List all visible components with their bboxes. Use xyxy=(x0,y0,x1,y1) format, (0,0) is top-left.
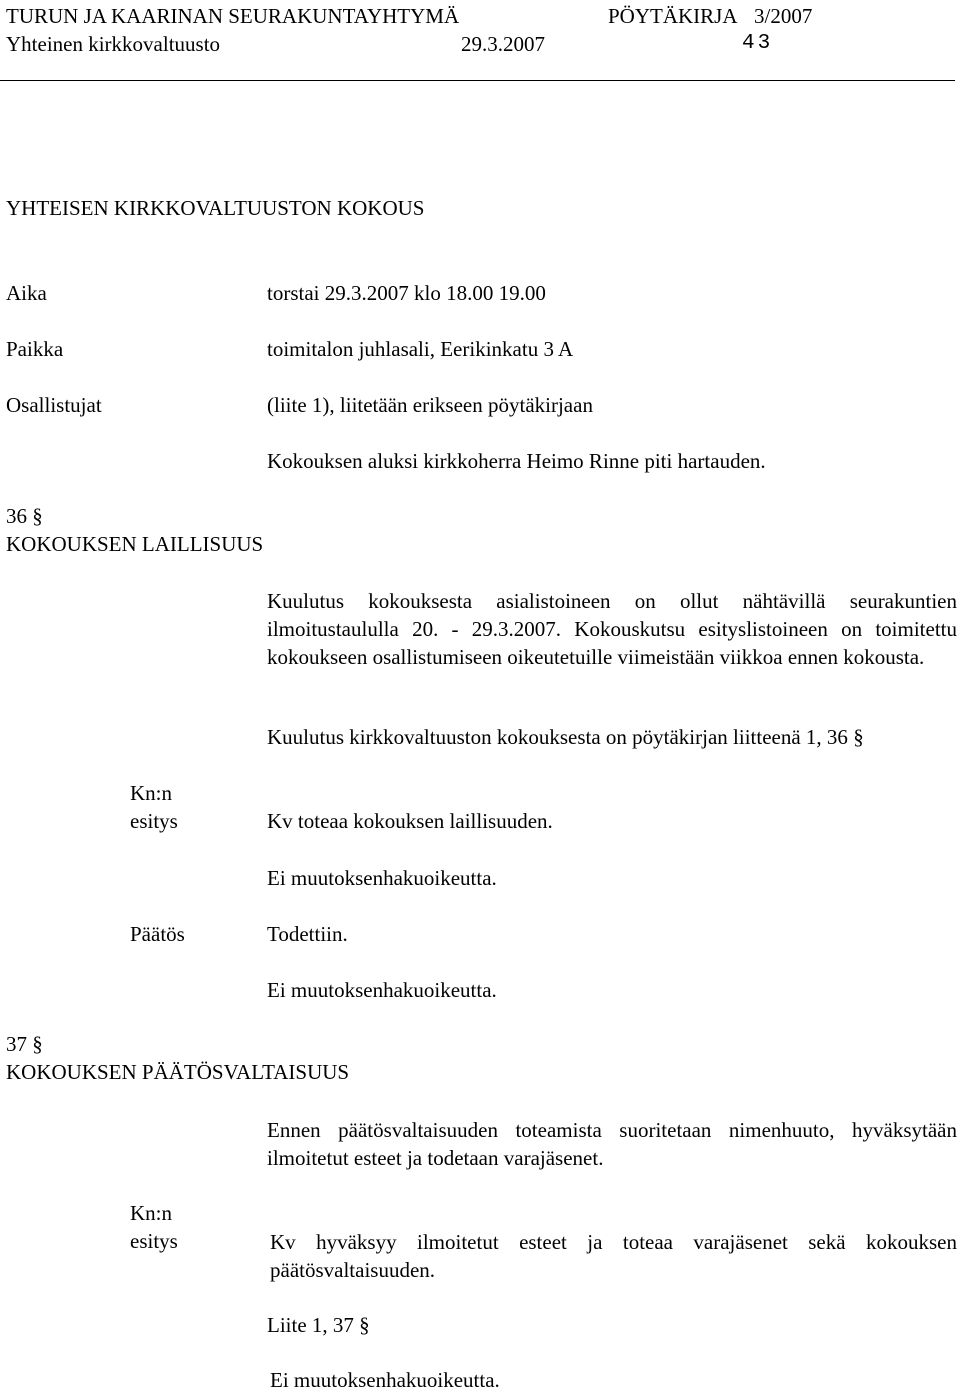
decision-label-36: Päätös xyxy=(130,922,185,946)
section-37-proposal: Kv hyväksyy ilmoitetut esteet ja toteaa varajäsenet sekä kokouksen päätösvaltaisuuden. xyxy=(270,1230,957,1282)
section-36-number: 36 § xyxy=(6,503,43,529)
section-36-title: KOKOUKSEN LAILLISUUS xyxy=(6,532,264,556)
page-number: 43 xyxy=(742,32,774,55)
meta-label-participants: Osallistujat xyxy=(6,393,102,417)
header-rule xyxy=(0,80,955,81)
section-37-attachment: Liite 1, 37 § xyxy=(267,1312,370,1338)
proposal-label-37-b: esitys xyxy=(130,1229,178,1253)
section-36-body: Kuulutus kokouksesta asialistoineen on ollut nähtävillä seurakuntien ilmoitustaululla 20. - 29.3.2007. Kokouskutsu esityslistoineen on toimitettu kokoukseen osallistumiseen oikeutetuille viimeistään viikkoa ennen kokousta. xyxy=(267,589,957,669)
section-37-number: 37 § xyxy=(6,1031,43,1057)
meta-value-participants: (liite 1), liitetään erikseen pöytäkirjaan xyxy=(267,393,593,417)
doc-type: PÖYTÄKIRJA xyxy=(608,4,738,28)
section-37-body: Ennen päätösvaltaisuuden toteamista suoritetaan nimenhuuto, hyväksytään ilmoitetut esteet ja todetaan varajäsenet. xyxy=(267,1118,957,1170)
meta-value-time: torstai 29.3.2007 klo 18.00 19.00 xyxy=(267,281,546,305)
body-name: Yhteinen kirkkovaltuusto xyxy=(6,32,221,56)
section-36-proposal: Kv toteaa kokouksen laillisuuden. xyxy=(267,809,553,833)
section-36-decision: Todettiin. xyxy=(267,922,348,946)
meta-label-place: Paikka xyxy=(6,337,64,361)
proposal-label-36-b: esitys xyxy=(130,809,178,833)
section-36-decision-appeal: Ei muutoksenhakuoikeutta. xyxy=(267,978,497,1002)
section-36-proposal-appeal: Ei muutoksenhakuoikeutta. xyxy=(267,866,497,890)
intro-text: Kokouksen aluksi kirkkoherra Heimo Rinne piti hartauden. xyxy=(267,449,766,473)
meta-value-place: toimitalon juhlasali, Eerikinkatu 3 A xyxy=(267,337,574,361)
org-name: TURUN JA KAARINAN SEURAKUNTAYHTYMÄ xyxy=(6,4,460,28)
meta-label-time: Aika xyxy=(6,281,47,305)
section-37-appeal: Ei muutoksenhakuoikeutta. xyxy=(270,1368,500,1392)
doc-number: 3/2007 xyxy=(754,4,813,28)
meeting-date: 29.3.2007 xyxy=(461,32,545,56)
page-title: YHTEISEN KIRKKOVALTUUSTON KOKOUS xyxy=(6,196,425,220)
proposal-label-37-a: Kn:n xyxy=(130,1201,172,1225)
proposal-label-36-a: Kn:n xyxy=(130,781,172,805)
section-36-note: Kuulutus kirkkovaltuuston kokouksesta on pöytäkirjan liitteenä 1, 36 § xyxy=(267,724,864,750)
section-37-title: KOKOUKSEN PÄÄTÖSVALTAISUUS xyxy=(6,1060,350,1084)
